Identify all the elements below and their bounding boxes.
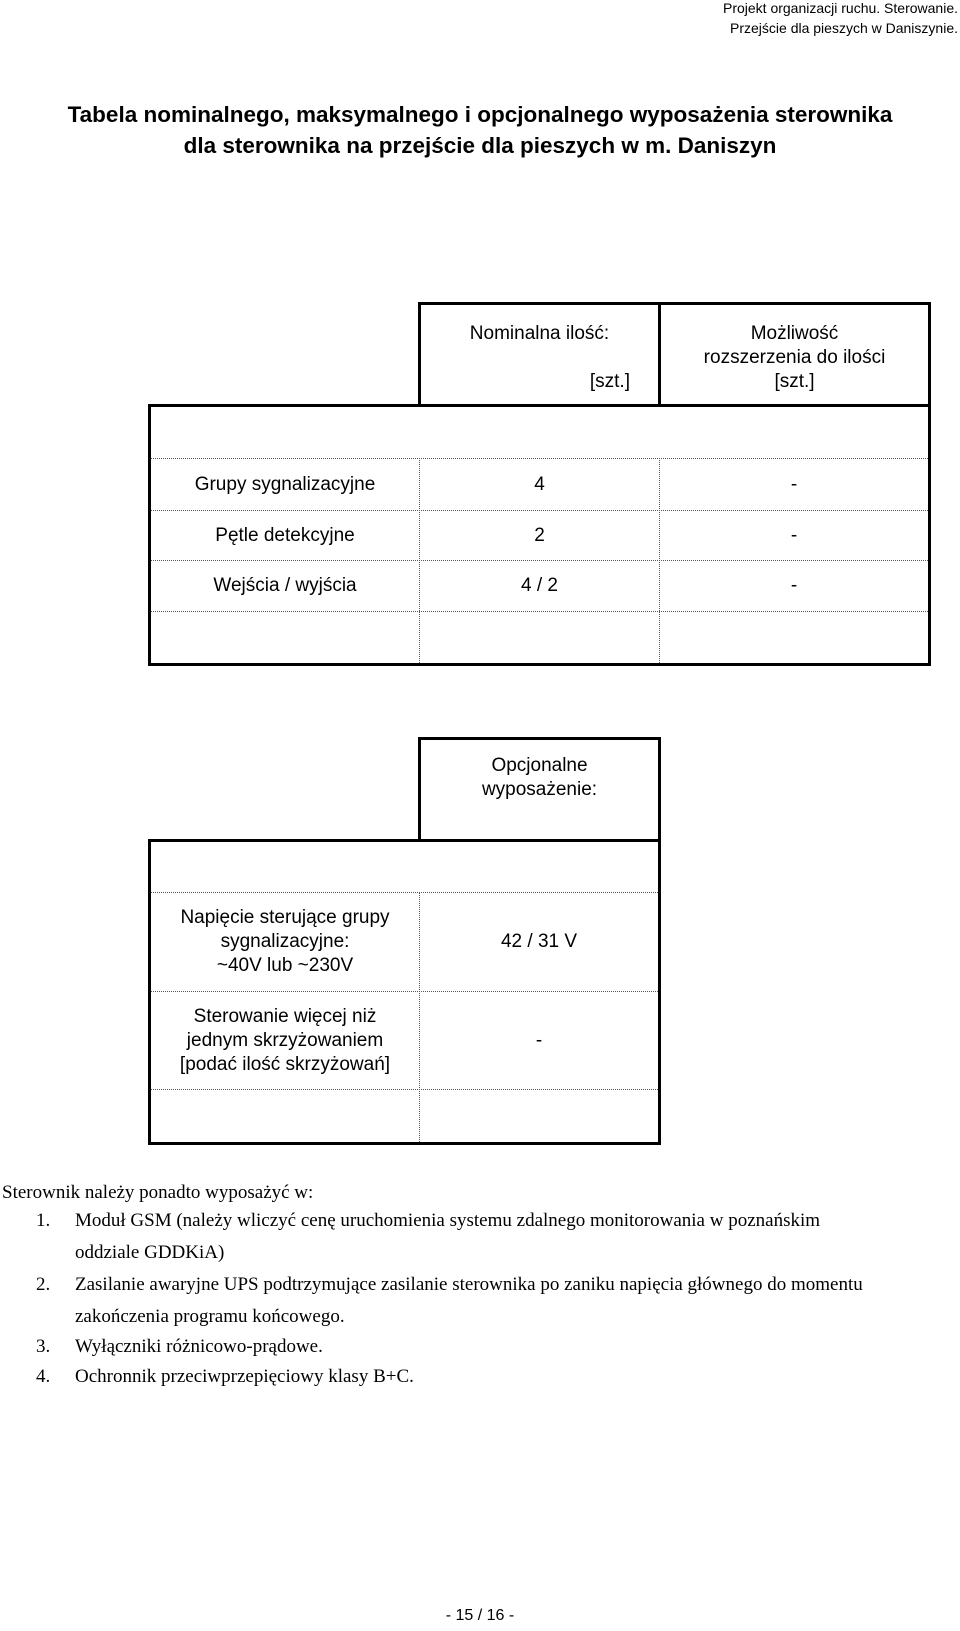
list-item: Ochronnik przeciwprzepięciowy klasy B+C. [75, 1366, 414, 1387]
table-border [148, 404, 931, 407]
row-divider [151, 458, 928, 459]
row-optional-value: 42 / 31 V [500, 931, 578, 952]
column-header-nominal: Nominalna ilość: [szt.] [469, 323, 630, 392]
row-divider [151, 560, 928, 561]
row-nominal-value: 2 [534, 525, 545, 546]
list-item-number: 1. [36, 1210, 51, 1231]
row-expansion-value: - [790, 474, 798, 495]
header-location: Przejście dla pieszych w Daniszynie. [730, 20, 958, 36]
row-divider [151, 1089, 658, 1090]
row-expansion-value: - [790, 525, 798, 546]
table-border [148, 839, 661, 842]
table-border [928, 404, 931, 666]
row-nominal-value: 4 [534, 474, 545, 495]
row-label: Sterowanie więcej niż jednym skrzyżowaniem [podać ilość skrzyżowań] [179, 1006, 391, 1075]
table-border [148, 1142, 661, 1145]
row-label: Wejścia / wyjścia [213, 575, 357, 596]
table-border [928, 302, 931, 406]
table-border [148, 839, 151, 1145]
list-item: Moduł GSM (należy wliczyć cenę uruchomienia systemu zdalnego monitorowania w poznańskim oddziale GDDKiA) [75, 1210, 821, 1263]
equipment-table [0, 0, 960, 700]
list-item-number: 3. [36, 1336, 51, 1357]
column-header-expansion: Możliwość rozszerzenia do ilości [szt.] [703, 323, 886, 392]
row-optional-value: - [535, 1030, 543, 1051]
list-item-number: 2. [36, 1274, 51, 1295]
list-item-number: 4. [36, 1366, 51, 1387]
notes-intro: Sterownik należy ponadto wyposażyć w: [2, 1182, 314, 1203]
row-divider [151, 611, 928, 612]
row-nominal-value: 4 / 2 [521, 575, 558, 596]
row-label: Napięcie sterujące grupy sygnalizacyjne: ~40V lub ~230V [180, 907, 390, 976]
list-item: Zasilanie awaryjne UPS podtrzymujące zasilanie sterownika po zaniku napięcia głównego do momentu zakończenia programu końcowego. [75, 1274, 863, 1327]
column-header-optional: Opcjonalne wyposażenie: [481, 755, 598, 800]
document-title-line2: dla sterownika na przejście dla pieszych w m. Daniszyn [183, 133, 777, 158]
row-label: Pętle detekcyjne [215, 525, 355, 546]
table-border [418, 737, 661, 740]
notes-list [0, 1208, 960, 1388]
table-border [658, 839, 661, 1145]
row-label: Grupy sygnalizacyjne [194, 474, 376, 495]
row-expansion-value: - [790, 575, 798, 596]
row-divider [151, 892, 658, 893]
page-number: - 15 / 16 - [445, 1607, 515, 1624]
row-divider [151, 510, 928, 511]
table-border [658, 737, 661, 841]
list-item: Wyłączniki różnicowo-prądowe. [75, 1336, 323, 1357]
optional-equipment-table [0, 700, 960, 1150]
table-border [418, 302, 931, 305]
header-project-title: Projekt organizacji ruchu. Sterowanie. [722, 0, 958, 16]
table-border [148, 663, 931, 666]
row-divider [151, 991, 658, 992]
document-title-line1: Tabela nominalnego, maksymalnego i opcjonalnego wyposażenia sterownika [67, 102, 893, 127]
